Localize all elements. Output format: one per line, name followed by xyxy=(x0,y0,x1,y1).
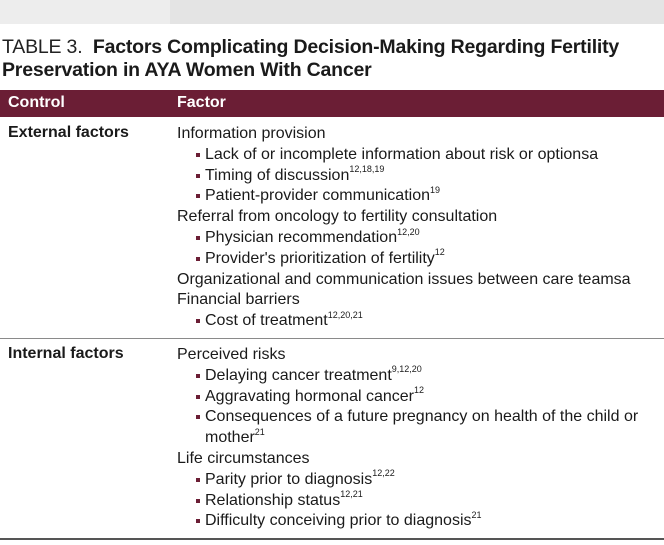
factor-list xyxy=(177,124,657,332)
item-text: Relationship status xyxy=(205,491,341,509)
factor-group-label: Organizational and communication issues between care teamsa xyxy=(177,270,631,288)
item-text: Patient-provider communication xyxy=(205,187,430,205)
item-ref: 12 xyxy=(414,385,425,396)
table-title xyxy=(2,36,662,82)
list-item xyxy=(177,145,657,166)
bullet-icon xyxy=(196,257,200,261)
item-text: Lack of or incomplete information about risk or optionsa xyxy=(205,145,599,163)
bullet-icon xyxy=(196,395,200,399)
table-number: TABLE 3. xyxy=(2,36,83,58)
bullet-icon xyxy=(196,478,200,482)
factor-group-label: Referral from oncology to fertility consultation xyxy=(177,208,498,226)
list-item xyxy=(177,387,657,408)
item-ref: 12 xyxy=(434,247,445,258)
top-band-right xyxy=(170,0,664,24)
bullet-icon xyxy=(196,236,200,240)
bullet-icon xyxy=(196,194,200,198)
table-header xyxy=(0,90,664,117)
item-text: Consequences of a future pregnancy on health of the child or mother xyxy=(205,408,639,447)
section-divider xyxy=(0,338,664,339)
list-item xyxy=(177,166,657,187)
top-band xyxy=(0,0,664,24)
control-label: Internal factors xyxy=(8,345,124,362)
factor-group-label: Financial barriers xyxy=(177,291,300,309)
control-label: External factors xyxy=(8,124,129,141)
factor-group-label: Perceived risks xyxy=(177,346,286,363)
item-ref: 9,12,20 xyxy=(391,364,422,375)
item-text: Delaying cancer treatment xyxy=(205,366,392,384)
list-item xyxy=(177,407,657,449)
list-item xyxy=(177,470,657,491)
item-text: Provider's prioritization of fertility xyxy=(205,249,435,267)
item-ref: 12,20 xyxy=(397,226,420,237)
item-ref: 19 xyxy=(430,185,441,196)
bullet-icon xyxy=(196,499,200,503)
table-bottom-rule xyxy=(0,538,664,540)
bullet-icon xyxy=(196,174,200,178)
item-text: Aggravating hormonal cancer xyxy=(205,387,415,405)
bullet-icon xyxy=(196,319,200,323)
item-text: Timing of discussion xyxy=(205,166,350,184)
list-item xyxy=(177,249,657,270)
item-text: Cost of treatment xyxy=(205,312,328,330)
item-text: Difficulty conceiving prior to diagnosis xyxy=(205,512,472,530)
bullet-icon xyxy=(196,374,200,378)
item-text: Parity prior to diagnosis xyxy=(205,470,373,488)
item-ref: 12,20,21 xyxy=(327,309,363,320)
factor-group-label: Life circumstances xyxy=(177,449,310,467)
list-item xyxy=(177,228,657,249)
item-ref: 12,18,19 xyxy=(349,164,385,175)
table-title-text: Factors Complicating Decision-Making Regarding Fertility Preservation in AYA Women With Cancer xyxy=(2,36,620,81)
bullet-icon xyxy=(196,153,200,157)
header-factor: Factor xyxy=(177,94,226,111)
item-ref: 12,22 xyxy=(372,468,395,479)
item-ref: 21 xyxy=(471,510,482,521)
list-item xyxy=(177,366,657,387)
item-ref: 12,21 xyxy=(340,489,363,500)
item-text: Physician recommendation xyxy=(205,228,398,246)
factor-list xyxy=(177,345,657,532)
bullet-icon xyxy=(196,415,200,419)
list-item xyxy=(177,491,657,512)
header-control: Control xyxy=(8,94,65,111)
list-item xyxy=(177,186,657,207)
factor-group-label: Information provision xyxy=(177,125,326,142)
list-item xyxy=(177,511,657,532)
bullet-icon xyxy=(196,519,200,523)
list-item xyxy=(177,311,657,332)
item-ref: 21 xyxy=(254,426,265,437)
